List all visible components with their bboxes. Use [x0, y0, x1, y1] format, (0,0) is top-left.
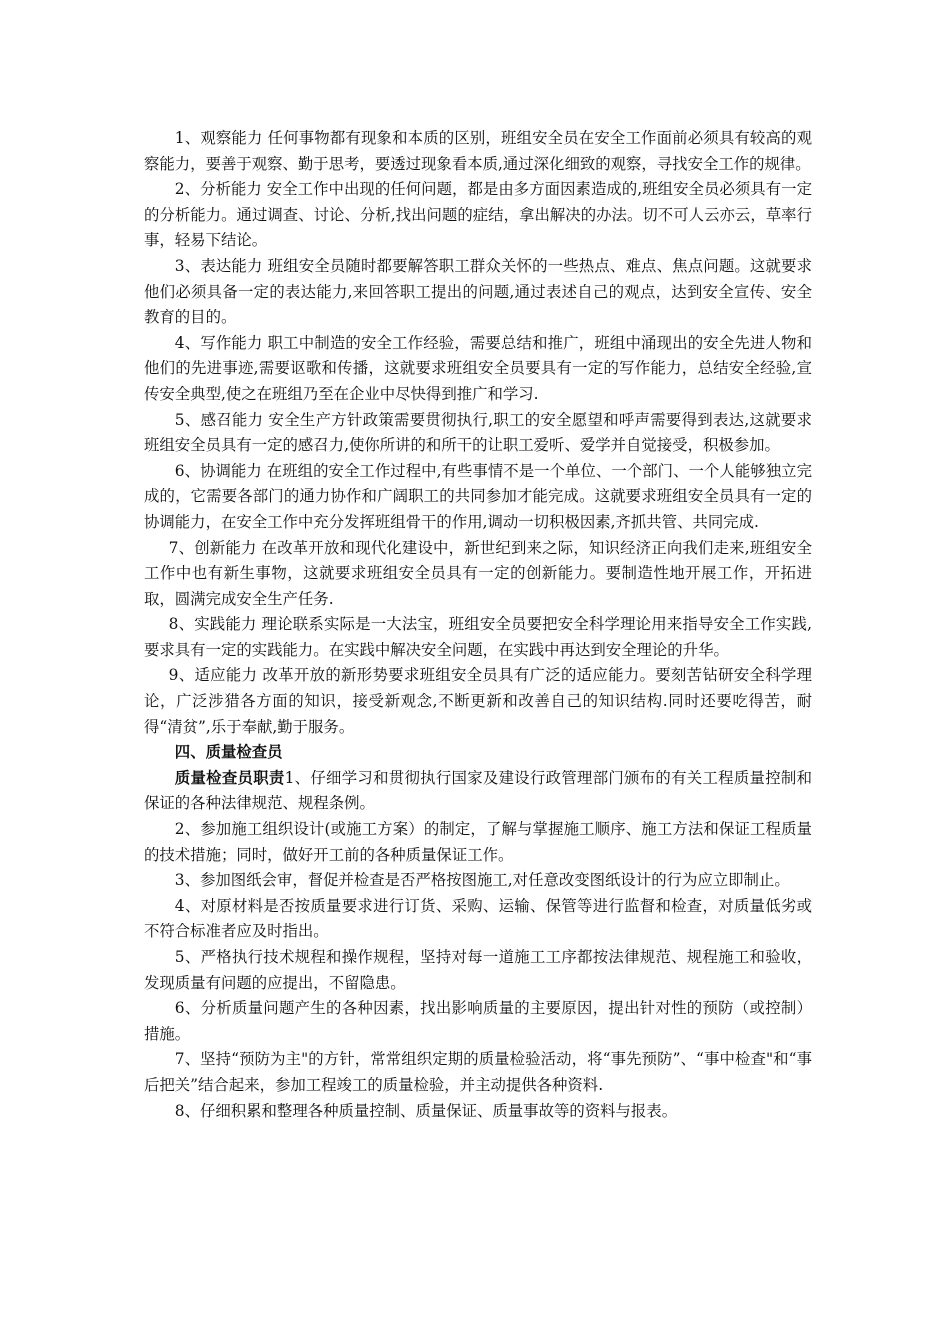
ability-paragraph-analysis: 2、分析能力 安全工作中出现的任何问题，都是由多方面因素造成的,班组安全员必须具有一定的分析能力。通过调查、讨论、分析,找出问题的症结，拿出解决的办法。切不可人云亦云，草率行事，轻易下结论。 [144, 180, 812, 250]
duty-item-2: 2、参加施工组织设计(或施工方案）的制定，了解与掌握施工顺序、施工方法和保证工程质量的技术措施；同时，做好开工前的各种质量保证工作。 [144, 820, 812, 864]
duty-item-6: 6、分析质量问题产生的各种因素，找出影响质量的主要原因，提出针对性的预防（或控制）措施。 [144, 999, 812, 1043]
ability-paragraph-innovation: 7、创新能力 在改革开放和现代化建设中，新世纪到来之际，知识经济正向我们走来,班组安全工作中也有新生事物，这就要求班组安全员具有一定的创新能力。要制造性地开展工作，开拓进取，圆满完成安全生产任务. [144, 538, 812, 608]
ability-paragraph-adaptation: 9、适应能力 改革开放的新形势要求班组安全员具有广泛的适应能力。要刻苦钻研安全科学理论，广泛涉猎各方面的知识，接受新观念,不断更新和改善自己的知识结构.同时还要吃得苦，耐得“清贫”,乐于奉献,勤于服务。 [144, 666, 812, 736]
duty-item-5: 5、严格执行技术规程和操作规程，坚持对每一道施工工序都按法律规范、规程施工和验收，发现质量有问题的应提出，不留隐患。 [144, 948, 812, 992]
ability-paragraph-observation: 1、观察能力 任何事物都有现象和本质的区别，班组安全员在安全工作面前必须具有较高的观察能力，要善于观察、勤于思考，要透过现象看本质,通过深化细致的观察，寻找安全工作的规律。 [144, 129, 812, 173]
ability-paragraph-practice: 8、实践能力 理论联系实际是一大法宝，班组安全员要把安全科学理论用来指导安全工作实践,要求具有一定的实践能力。在实践中解决安全问题，在实践中再达到安全理论的升华。 [144, 615, 812, 659]
duty-item-4: 4、对原材料是否按质量要求进行订货、采购、运输、保管等进行监督和检查，对质量低劣或不符合标准者应及时指出。 [144, 896, 812, 941]
duty-item-3: 3、参加图纸会审，督促并检查是否严格按图施工,对任意改变图纸设计的行为应立即制止。 [174, 871, 790, 890]
duty-item-8: 8、仔细积累和整理各种质量控制、质量保证、质量事故等的资料与报表。 [174, 1101, 678, 1120]
ability-paragraph-expression: 3、表达能力 班组安全员随时都要解答职工群众关怀的一些热点、难点、焦点问题。这就要求他们必须具备一定的表达能力,来回答职工提出的问题,通过表述自己的观点，达到安全宣传、安全教育的目的。 [144, 256, 812, 327]
ability-paragraph-writing: 4、写作能力 职工中制造的安全工作经验，需要总结和推广，班组中涌现出的安全先进人物和他们的先进事迹,需要讴歌和传播，这就要求班组安全员要具有一定的写作能力，总结安全经验,宣传安全典型,使之在班组乃至在企业中尽快得到推广和学习. [144, 333, 812, 403]
duty-item-7: 7、坚持“预防为主"的方针，常常组织定期的质量检验活动，将“事先预防”、“事中检查"和“事后把关”结合起来，参加工程竣工的质量检验，并主动提供各种资料. [144, 1050, 812, 1094]
ability-paragraph-inspiration: 5、感召能力 安全生产方针政策需要贯彻执行,职工的安全愿望和呼声需要得到表达,这就要求班组安全员具有一定的感召力,使你所讲的和所干的让职工爱听、爱学并自觉接受，积极参加。 [144, 410, 812, 455]
duty-item-1: 1、仔细学习和贯彻执行国家及建设行政管理部门颁布的有关工程质量控制和保证的各种法律规范、规程条例。 [144, 768, 812, 813]
ability-paragraph-coordination: 6、协调能力 在班组的安全工作过程中,有些事情不是一个单位、一个部门、一个人能够独立完成的，它需要各部门的通力协作和广阔职工的共同参加才能完成。这就要求班组安全员具有一定的协调能力，在安全工作中充分发挥班组骨干的作用,调动一切积极因素,齐抓共管、共同完成. [144, 461, 812, 531]
document-page [144, 126, 812, 1124]
section-heading-quality-inspector: 四、质量检查员 [174, 743, 283, 762]
duty-paragraph-1 [144, 766, 812, 817]
duty-title: 质量检查员职责 [174, 768, 285, 787]
